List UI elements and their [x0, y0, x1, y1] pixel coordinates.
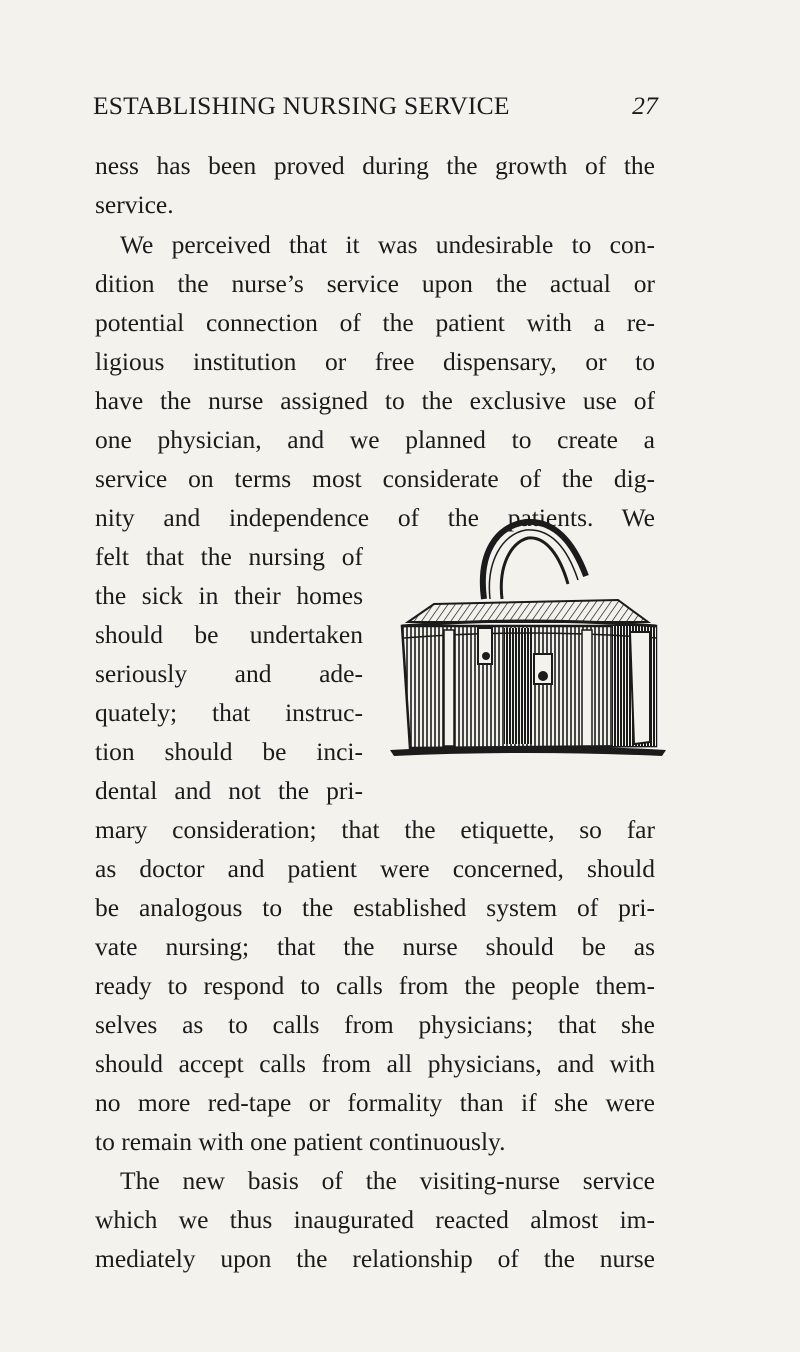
text-line: to remain with one patient continuously.	[95, 1127, 506, 1156]
text-line: ready to respond to calls from the people them-	[95, 971, 655, 1000]
text-line: one physician, and we planned to create a	[95, 425, 655, 454]
text-line: service on terms most considerate of the dig-	[95, 464, 655, 493]
page-number: 27	[632, 91, 658, 120]
text-line: ligious institution or free dispensary, or to	[95, 347, 655, 376]
text-line: as doctor and patient were concerned, should	[95, 854, 655, 883]
text-line: dition the nurse’s service upon the actual or	[95, 269, 655, 298]
text-line: potential connection of the patient with a re-	[95, 308, 655, 337]
text-line: the sick in their homes	[95, 581, 363, 610]
running-head-title: ESTABLISHING NURSING SERVICE	[93, 91, 510, 120]
text-line: which we thus inaugurated reacted almost im-	[95, 1205, 655, 1234]
nurse-bag-icon	[386, 504, 670, 772]
text-line: felt that the nursing of	[95, 542, 363, 571]
text-line: seriously and ade-	[95, 659, 363, 688]
text-line: should accept calls from all physicians, and with	[95, 1049, 655, 1078]
nurse-bag-illustration	[386, 504, 670, 772]
text-line: selves as to calls from physicians; that she	[95, 1010, 655, 1039]
text-line: dental and not the pri-	[95, 776, 363, 805]
text-line: service.	[95, 190, 174, 219]
text-line: vate nursing; that the nurse should be as	[95, 932, 655, 961]
text-line: be analogous to the established system of pri-	[95, 893, 655, 922]
running-head	[93, 91, 658, 131]
text-line: mary consideration; that the etiquette, so far	[95, 815, 655, 844]
text-line: ness has been proved during the growth of the	[95, 151, 655, 180]
text-line: mediately upon the relationship of the nurse	[95, 1244, 655, 1273]
text-line: tion should be inci-	[95, 737, 363, 766]
text-line: have the nurse assigned to the exclusive use of	[95, 386, 655, 415]
text-line: should be undertaken	[95, 620, 363, 649]
text-line: We perceived that it was undesirable to con-	[120, 230, 655, 259]
text-line: The new basis of the visiting-nurse service	[120, 1166, 655, 1195]
text-line: quately; that instruc-	[95, 698, 363, 727]
text-line: nity and independence of the patients. We	[95, 503, 655, 532]
text-line: no more red-tape or formality than if she were	[95, 1088, 655, 1117]
